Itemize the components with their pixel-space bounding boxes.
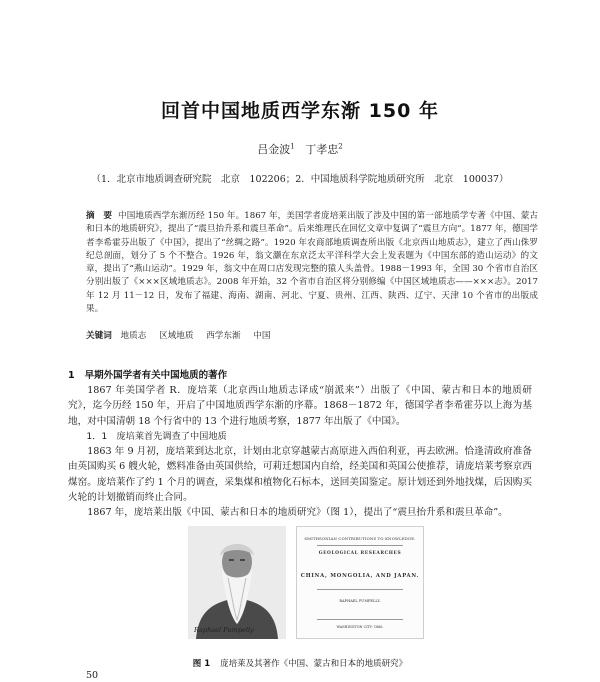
affiliations: （1．北京市地质调查研究院 北京 102206；2．中国地质科学院地质研究所 北京 100037） [91, 174, 509, 185]
subsection-number: 1．1 [86, 430, 108, 442]
author-name: 丁孝忠 [305, 143, 339, 156]
section-number: 1 [68, 370, 75, 381]
book-rule [317, 589, 403, 590]
figure-caption-text: 庞培莱及其著作《中国、蒙古和日本的地质研究》 [220, 659, 408, 669]
affiliation-marker: 1 [290, 142, 295, 151]
abstract-label: 摘 要 [86, 211, 113, 221]
section-heading [68, 367, 227, 381]
book-rule [317, 545, 403, 546]
subsection-title: 庞培莱首先调查了中国地质 [116, 430, 227, 442]
book-rule [317, 619, 403, 620]
abstract-text: 中国地质西学东渐历经 150 年。1867 年，美国学者庞培莱出版了涉及中国的第一部地质学专著《中国、蒙古和日本的地质研究》，提出了“震旦抬升系和震旦革命”。后来维理氏在回忆文章中复调了“震旦方向”。1877 年，德国学者李希霍芬出版了《中国》，提出了“丝绸之路”。1920 年农商部地质调查所出版《北京西山地质志》，建立了西山侏罗纪总剖面，划分了 5 个不整合。1926 年，翁文灏在东京泛太平洋科学大会上发表题为《中国东部的造山运动》的文章，提出了“燕山运动”。1929 年，翁文中在周口店发现完整的猿人头盖骨。1988－1993 年，全国 30 个省市自治区分别出版了《×××区域地质志》。2008 年开始，32 个省市自治区将分别修编《中国区域地质志——×××志》。2017 年 12 月 11－12 日，发布了福建、海南、湖南、河北、宁夏、贵州、江西、陕西、辽宁、天津 10 个省市的出版成果。 [86, 211, 538, 315]
portrait-illustration [188, 526, 286, 639]
body-text [68, 383, 532, 521]
keywords-label: 关键词 [86, 331, 112, 341]
page-number: 50 [86, 670, 99, 681]
keywords [86, 329, 538, 341]
keyword: 区域地质 [159, 331, 194, 341]
book-title-page [296, 526, 424, 639]
abstract [86, 210, 538, 316]
book-series: SMITHSONIAN CONTRIBUTIONS TO KNOWLEDGE. [304, 536, 416, 541]
portrait-photo [188, 526, 286, 639]
book-imprint: WASHINGTON CITY: 1866. [336, 625, 384, 629]
affiliation-marker: 2 [338, 142, 343, 151]
section-title: 早期外国学者有关中国地质的著作 [84, 370, 228, 381]
figure-number: 图 1 [192, 659, 211, 669]
author-line [0, 141, 600, 157]
book-heading: GEOLOGICAL RESEARCHES [318, 551, 402, 556]
signature: Raphael Pumpelly [194, 626, 254, 634]
book-title: CHINA, MONGOLIA, AND JAPAN. [300, 573, 420, 579]
paragraph: 1863 年 9 月初，庞培莱到达北京，计划由北京穿越蒙古高原进入西伯利亚，再去欧洲。恰逢清政府准备由英国购买 6 艘火轮，燃料准备由英国供给，可莉迁想国内自给，经美国和英国公使推荐，请庞培莱考察京西煤窑。庞培莱作了约 1 个月的调查，采集煤和植物化石标本，送回美国鉴定。原计划还到外地找煤，后因购买火轮的计划撤销而终止合同。 [68, 446, 532, 504]
book-author: RAPHAEL PUMPELLY. [339, 599, 381, 603]
paragraph: 1867 年，庞培莱出版《中国、蒙古和日本的地质研究》（图 1），提出了“震旦抬升系和震旦革命”。 [87, 507, 508, 519]
paragraph: 1867 年美国学者 R．庞培莱（北京西山地质志译成“崩派来”）出版了《中国、蒙古和日本的地质研究》，迄今历经 150 年，开启了中国地质西学东渐的序幕。1868－1872 年，德国学者李希霍芬以上海为基地，对中国清朝 18 个行省中的 13 个进行地质考察，1877 年出版了《中国》。 [68, 385, 532, 427]
figure-caption [0, 657, 600, 669]
keyword: 中国 [253, 331, 271, 341]
figure-1 [188, 526, 424, 642]
keyword: 西学东渐 [206, 331, 241, 341]
subsection-heading [68, 429, 532, 444]
paper-title: 回首中国地质西学东渐 150 年 [161, 100, 439, 122]
keyword: 地质志 [120, 331, 147, 341]
author-name: 吕金波 [257, 143, 291, 156]
